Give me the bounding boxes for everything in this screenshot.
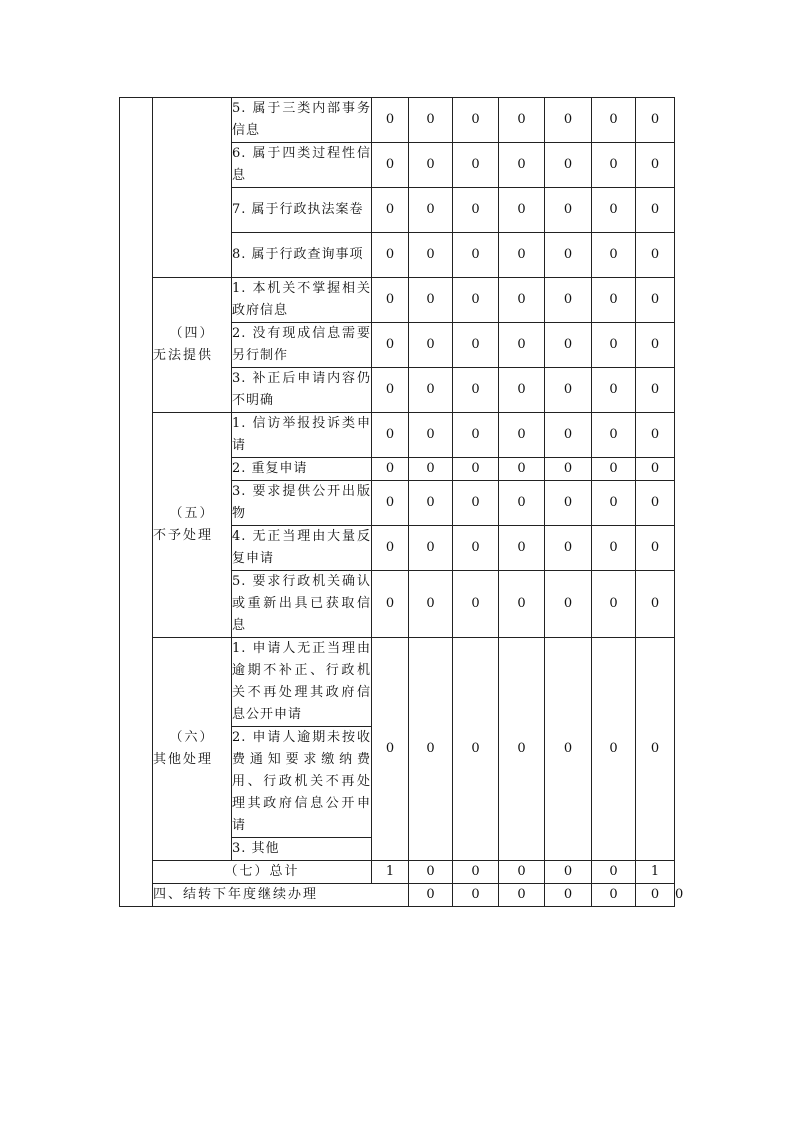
value-cell: 0 — [545, 188, 592, 233]
value-cell: 0 — [592, 861, 636, 884]
value-cell: 0 — [545, 458, 592, 481]
value-cell: 0 — [499, 526, 545, 571]
item-label: 7. 属于行政执法案卷 — [232, 188, 372, 233]
value-cell: 0 — [409, 481, 453, 526]
value-cell: 0 — [636, 188, 675, 233]
value-cell: 0 — [545, 526, 592, 571]
value-cell: 0 — [545, 143, 592, 188]
value-cell: 0 — [499, 413, 545, 458]
value-cell: 0 — [409, 571, 453, 638]
value-cell: 0 — [636, 323, 675, 368]
item-label: 2. 申请人逾期未按收费通知要求缴纳费用、行政机关不再处理其政府信息公开申请 — [232, 727, 372, 838]
value-cell: 0 — [499, 368, 545, 413]
value-cell: 0 — [499, 884, 545, 907]
value-cell: 0 — [453, 884, 499, 907]
value-cell: 0 — [545, 884, 592, 907]
value-cell: 0 — [409, 413, 453, 458]
value-cell: 0 — [453, 526, 499, 571]
value-cell: 0 — [453, 98, 499, 143]
value-cell: 0 — [409, 143, 453, 188]
table-row — [120, 638, 675, 727]
value-cell: 0 — [372, 323, 409, 368]
value-cell: 0 — [545, 323, 592, 368]
item-label: 3. 要求提供公开出版物 — [232, 481, 372, 526]
value-cell: 0 — [592, 278, 636, 323]
value-cell: 0 — [499, 188, 545, 233]
value-cell: 0 — [636, 278, 675, 323]
group-label-cell — [153, 413, 232, 638]
group-name: 其他处理 — [153, 752, 214, 767]
item-label: 8. 属于行政查询事项 — [232, 233, 372, 278]
value-cell: 0 — [372, 368, 409, 413]
value-cell: 0 — [453, 143, 499, 188]
value-cell: 0 — [453, 323, 499, 368]
item-label: 5. 属于三类内部事务信息 — [232, 98, 372, 143]
value-cell: 0 — [453, 413, 499, 458]
value-cell: 0 — [592, 98, 636, 143]
value-cell: 0 — [636, 143, 675, 188]
value-cell: 0 — [453, 233, 499, 278]
value-cell: 0 — [636, 233, 675, 278]
value-cell: 0 — [592, 571, 636, 638]
value-cell: 0 — [453, 278, 499, 323]
value-cell: 0 — [453, 458, 499, 481]
value-cell: 0 — [409, 98, 453, 143]
value-cell: 0 — [592, 884, 636, 907]
group-number: （四） — [169, 326, 215, 341]
value-cell: 0 — [372, 143, 409, 188]
table-row — [120, 98, 675, 143]
value-cell: 0 — [409, 233, 453, 278]
value-cell: 0 — [499, 571, 545, 638]
value-cell: 0 — [372, 481, 409, 526]
value-cell: 0 — [372, 188, 409, 233]
value-cell: 0 — [372, 98, 409, 143]
item-label: 1. 本机关不掌握相关政府信息 — [232, 278, 372, 323]
value-cell: 0 — [409, 368, 453, 413]
group-number: （五） — [169, 506, 215, 521]
value-cell: 0 — [636, 458, 675, 481]
value-cell: 0 — [545, 98, 592, 143]
value-cell: 0 — [592, 638, 636, 861]
value-cell: 0 — [592, 458, 636, 481]
value-cell: 0 — [372, 458, 409, 481]
value-cell: 0 — [372, 571, 409, 638]
carryover-label: 四、结转下年度继续办理 — [153, 884, 409, 907]
group-label-cell — [153, 638, 232, 861]
value-cell: 0 — [636, 638, 675, 861]
value-cell: 0 — [453, 368, 499, 413]
item-label: 3. 其他 — [232, 838, 372, 861]
value-cell: 0 — [636, 98, 675, 143]
table-row — [120, 413, 675, 458]
value-cell: 0 — [545, 368, 592, 413]
value-cell: 0 — [372, 278, 409, 323]
value-cell: 0 — [372, 638, 409, 861]
statistics-table — [119, 97, 684, 907]
value-cell: 0 — [453, 638, 499, 861]
item-label: 1. 信访举报投诉类申请 — [232, 413, 372, 458]
total-row — [120, 861, 675, 884]
value-cell: 0 — [592, 143, 636, 188]
outer-category-cell — [120, 98, 153, 907]
value-cell: 0 — [499, 481, 545, 526]
value-cell: 0 — [499, 98, 545, 143]
value-cell: 0 — [409, 861, 453, 884]
value-cell: 0 — [636, 571, 675, 638]
value-cell: 0 — [499, 323, 545, 368]
value-cell: 0 — [545, 278, 592, 323]
group-number: （六） — [169, 730, 215, 745]
value-cell: 0 — [636, 526, 675, 571]
value-cell: 0 — [636, 481, 675, 526]
value-cell: 0 — [372, 233, 409, 278]
value-cell: 0 — [499, 143, 545, 188]
group-name: 不予处理 — [153, 528, 214, 543]
value-cell: 0 — [409, 323, 453, 368]
value-cell: 0 — [592, 188, 636, 233]
value-cell: 0 — [499, 861, 545, 884]
value-cell: 0 — [592, 368, 636, 413]
value-cell: 0 — [545, 481, 592, 526]
value-cell: 0 — [453, 861, 499, 884]
value-cell: 0 — [372, 526, 409, 571]
value-cell: 0 — [636, 413, 675, 458]
group-label-cell — [153, 278, 232, 413]
value-cell: 0 — [545, 638, 592, 861]
value-cell: 0 — [545, 861, 592, 884]
value-cell: 0 — [636, 368, 675, 413]
value-cell: 1 — [372, 861, 409, 884]
value-cell: 0 — [499, 638, 545, 861]
value-cell: 0 — [545, 233, 592, 278]
value-cell: 0 — [545, 571, 592, 638]
value-cell: 0 — [499, 278, 545, 323]
value-cell: 0 — [592, 481, 636, 526]
value-cell: 0 — [499, 458, 545, 481]
total-label: （七）总计 — [153, 861, 372, 884]
item-label: 2. 重复申请 — [232, 458, 372, 481]
value-cell: 0 — [592, 323, 636, 368]
value-cell: 0 — [372, 413, 409, 458]
value-cell: 0 — [409, 638, 453, 861]
value-cell: 0 — [592, 233, 636, 278]
item-label: 3. 补正后申请内容仍不明确 — [232, 368, 372, 413]
value-cell: 0 — [409, 278, 453, 323]
item-label: 4. 无正当理由大量反复申请 — [232, 526, 372, 571]
value-cell: 0 — [592, 526, 636, 571]
value-cell: 1 — [636, 861, 675, 884]
value-cell: 0 — [499, 233, 545, 278]
carryover-row: 四、结转下年度继续办理 0 0 0 0 0 0 0 — [120, 884, 675, 907]
value-cell: 0 — [453, 481, 499, 526]
value-cell: 0 — [409, 526, 453, 571]
value-cell: 0 — [592, 413, 636, 458]
table-row — [120, 278, 675, 323]
value-cell: 0 — [409, 884, 453, 907]
group-cell-continued — [153, 98, 232, 278]
value-cell: 0 — [636, 884, 675, 907]
item-label: 2. 没有现成信息需要另行制作 — [232, 323, 372, 368]
item-label: 1. 申请人无正当理由逾期不补正、行政机关不再处理其政府信息公开申请 — [232, 638, 372, 727]
group-name: 无法提供 — [153, 348, 214, 363]
item-label: 6. 属于四类过程性信息 — [232, 143, 372, 188]
value-cell: 0 — [409, 458, 453, 481]
value-cell: 0 — [453, 571, 499, 638]
value-cell: 0 — [453, 188, 499, 233]
item-label: 5. 要求行政机关确认或重新出具已获取信息 — [232, 571, 372, 638]
value-cell: 0 — [409, 188, 453, 233]
value-cell: 0 — [545, 413, 592, 458]
